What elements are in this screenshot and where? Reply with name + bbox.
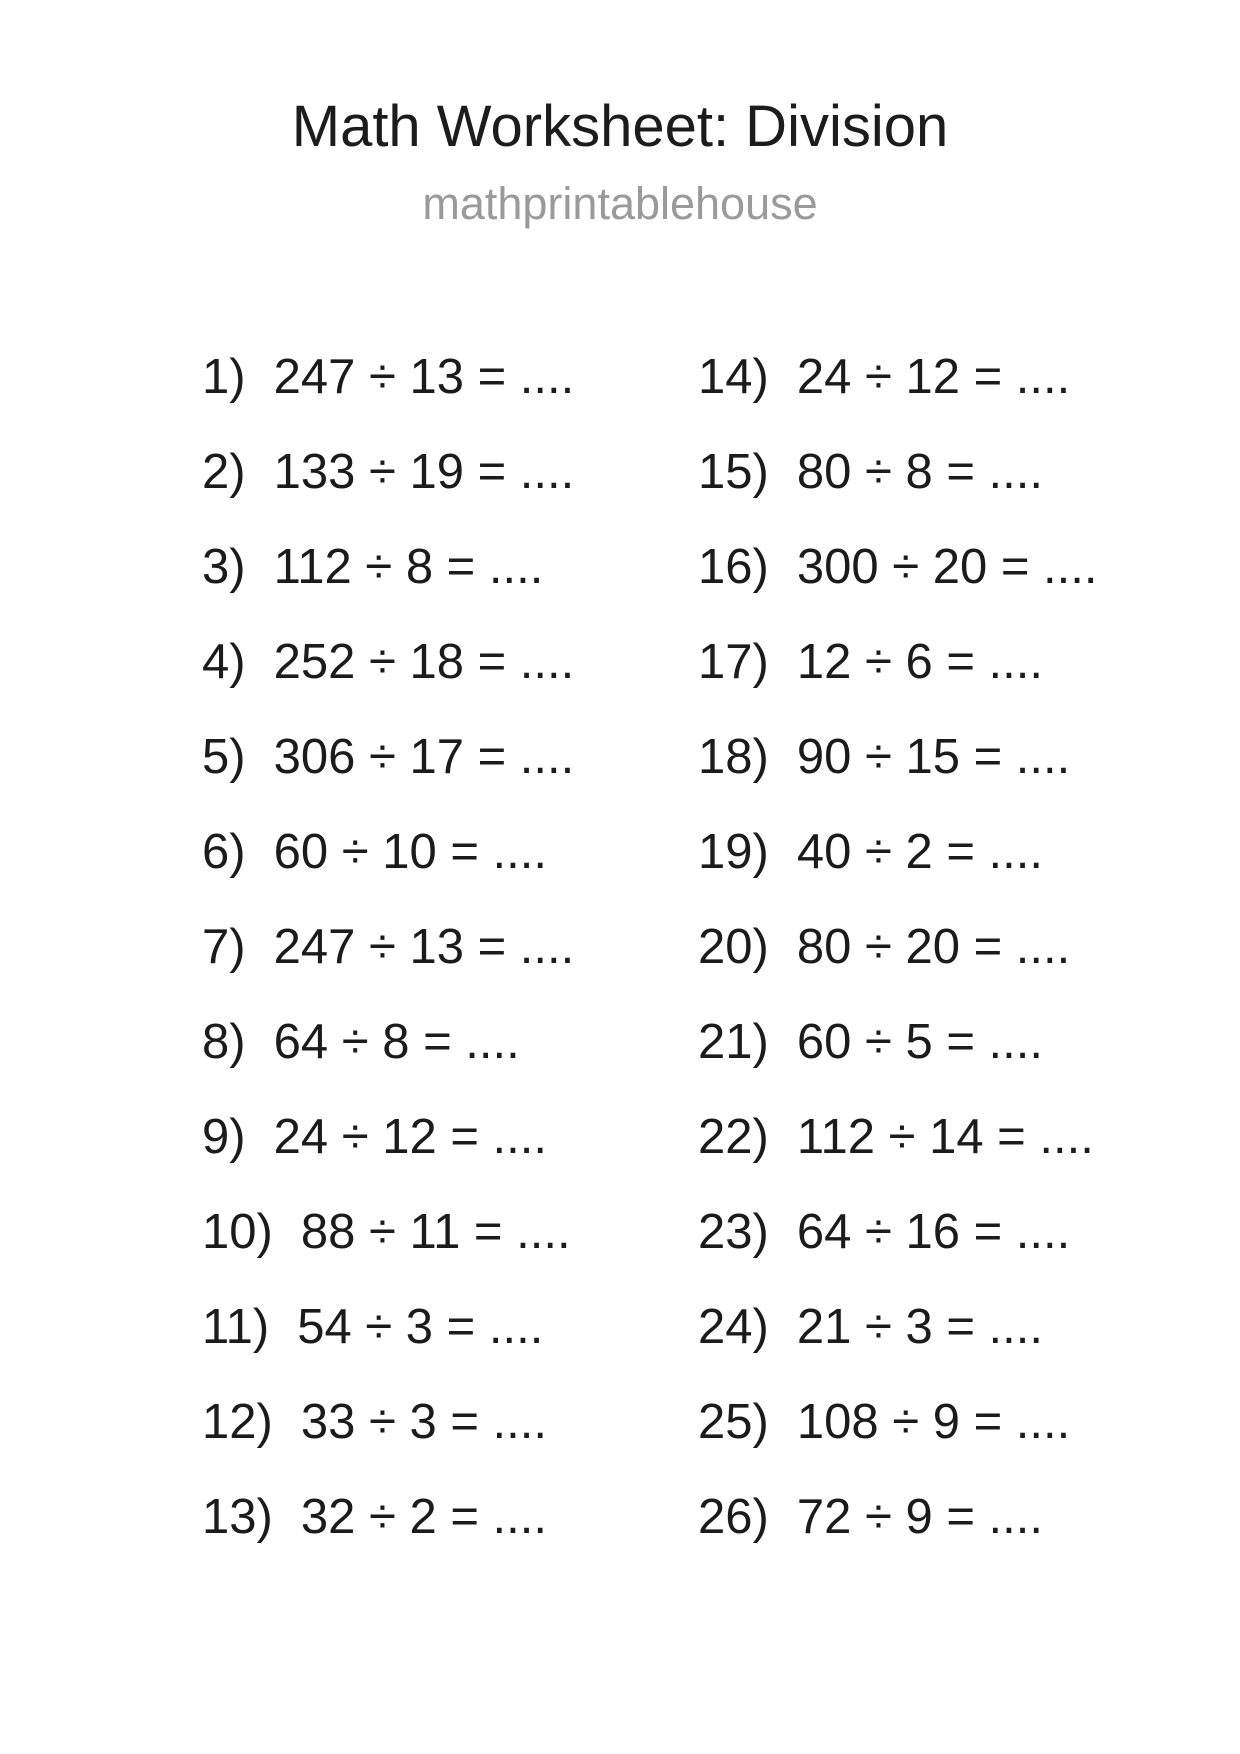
problem-number: 1): [202, 349, 246, 404]
problem-number: 6): [202, 824, 246, 879]
problem-row: [698, 709, 1098, 804]
problem-number: 23): [698, 1204, 769, 1259]
problem-number: 9): [202, 1109, 246, 1164]
problem-expression: 64 ÷ 8 = ....: [273, 1014, 520, 1069]
problem-number: 20): [698, 919, 769, 974]
problem-number: 13): [202, 1489, 273, 1544]
problem-number: 2): [202, 444, 246, 499]
problem-row: [202, 1374, 574, 1469]
problem-row: [202, 1279, 574, 1374]
problem-number: 25): [698, 1394, 769, 1449]
problem-row: [202, 804, 574, 899]
problem-number: 3): [202, 539, 246, 594]
problem-row: [202, 614, 574, 709]
problem-row: [202, 519, 574, 614]
problem-row: [698, 804, 1098, 899]
problem-expression: 72 ÷ 9 = ....: [796, 1489, 1044, 1544]
problem-number: 5): [202, 729, 246, 784]
problem-expression: 112 ÷ 8 = ....: [273, 539, 544, 594]
problem-expression: 88 ÷ 11 = ....: [300, 1204, 571, 1259]
problem-row: [202, 329, 574, 424]
problem-number: 24): [698, 1299, 769, 1354]
problem-expression: 12 ÷ 6 = ....: [796, 634, 1044, 689]
problem-number: 12): [202, 1394, 273, 1449]
problem-row: [202, 994, 574, 1089]
problem-expression: 64 ÷ 16 = ....: [796, 1204, 1071, 1259]
problem-expression: 300 ÷ 20 = ....: [796, 539, 1098, 594]
problem-row: [202, 424, 574, 519]
problem-expression: 21 ÷ 3 = ....: [796, 1299, 1044, 1354]
problem-row: [202, 1184, 574, 1279]
problems-column-right: [698, 329, 1098, 1564]
problem-expression: 33 ÷ 3 = ....: [300, 1394, 548, 1449]
problem-row: [202, 1089, 574, 1184]
problem-number: 26): [698, 1489, 769, 1544]
problem-expression: 24 ÷ 12 = ....: [273, 1109, 548, 1164]
problem-number: 15): [698, 444, 769, 499]
problems-column-left: [202, 329, 574, 1564]
problem-expression: 24 ÷ 12 = ....: [796, 349, 1071, 404]
problem-expression: 60 ÷ 5 = ....: [796, 1014, 1044, 1069]
page-subtitle: mathprintablehouse: [422, 178, 818, 229]
problem-expression: 90 ÷ 15 = ....: [796, 729, 1071, 784]
problem-expression: 247 ÷ 13 = ....: [273, 919, 575, 974]
problem-number: 17): [698, 634, 769, 689]
problem-number: 11): [202, 1299, 270, 1354]
problem-expression: 108 ÷ 9 = ....: [796, 1394, 1071, 1449]
problem-row: [698, 614, 1098, 709]
problem-expression: 306 ÷ 17 = ....: [273, 729, 575, 784]
problem-expression: 40 ÷ 2 = ....: [796, 824, 1044, 879]
problem-expression: 54 ÷ 3 = ....: [297, 1299, 544, 1354]
problem-row: [202, 1469, 574, 1564]
problem-expression: 80 ÷ 20 = ....: [796, 919, 1071, 974]
problem-row: [698, 1184, 1098, 1279]
page-title: Math Worksheet: Division: [291, 94, 949, 159]
problem-row: [698, 994, 1098, 1089]
problem-expression: 247 ÷ 13 = ....: [273, 349, 575, 404]
problem-number: 18): [698, 729, 769, 784]
problem-number: 16): [698, 539, 769, 594]
problem-number: 14): [698, 349, 769, 404]
problem-number: 8): [202, 1014, 246, 1069]
problem-row: [698, 1469, 1098, 1564]
problem-row: [698, 424, 1098, 519]
problem-number: 7): [202, 919, 246, 974]
problem-expression: 80 ÷ 8 = ....: [796, 444, 1044, 499]
problem-expression: 60 ÷ 10 = ....: [273, 824, 548, 879]
problem-row: [698, 1279, 1098, 1374]
problem-number: 10): [202, 1204, 273, 1259]
problem-number: 21): [698, 1014, 769, 1069]
problem-row: [202, 899, 574, 994]
problem-row: [698, 899, 1098, 994]
problem-number: 22): [698, 1109, 769, 1164]
problem-row: [202, 709, 574, 804]
problem-row: [698, 519, 1098, 614]
problem-number: 19): [698, 824, 769, 879]
problem-expression: 112 ÷ 14 = ....: [796, 1109, 1094, 1164]
problem-expression: 32 ÷ 2 = ....: [300, 1489, 548, 1544]
problem-row: [698, 1089, 1098, 1184]
problem-row: [698, 1374, 1098, 1469]
problem-expression: 252 ÷ 18 = ....: [273, 634, 575, 689]
problem-row: [698, 329, 1098, 424]
problem-expression: 133 ÷ 19 = ....: [273, 444, 575, 499]
problem-number: 4): [202, 634, 246, 689]
